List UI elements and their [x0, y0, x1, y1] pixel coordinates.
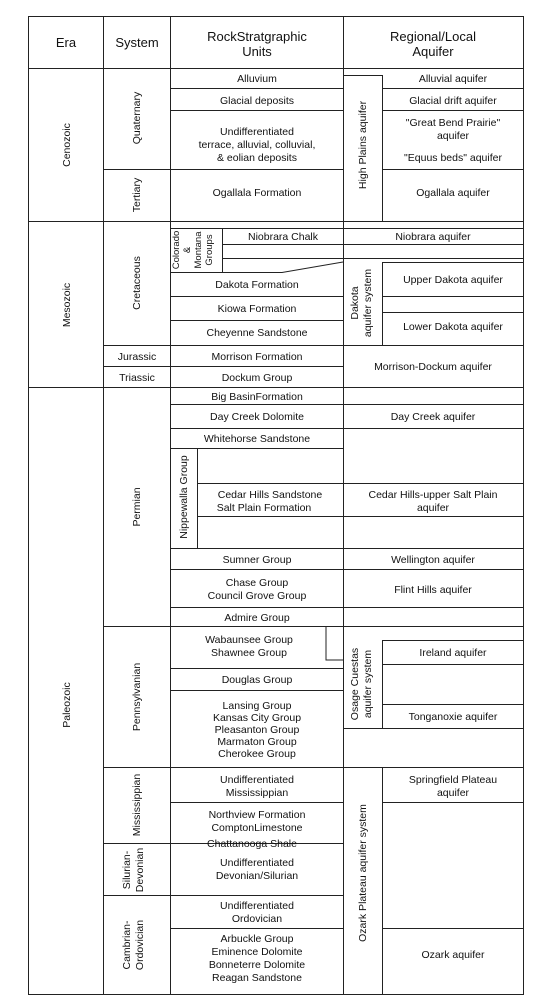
header-system: System — [115, 35, 159, 50]
aquifer-tonganoxie: Tonganoxie aquifer — [408, 711, 498, 723]
group-colorado-line2: & — [182, 246, 193, 254]
unit-ogallala: Ogallala Formation — [212, 187, 302, 199]
unit-cedar-hills-line1: Cedar Hills Sandstone — [217, 489, 323, 501]
unit-undiff-miss-line2: Mississippian — [225, 787, 289, 799]
unit-undiff-dev-line2: Devonian/Silurian — [215, 870, 299, 882]
system-cambrian-ordovician-line2: Ordovician — [134, 919, 146, 971]
aquifer-great-bend-line1: "Great Bend Prairie" — [405, 117, 501, 129]
aquifer-cedar-hills-line1: Cedar Hills-upper Salt Plain — [368, 489, 498, 501]
unit-wabaunsee-line1: Wabaunsee Group — [205, 634, 293, 646]
unit-undiff-miss-line1: Undifferentiated — [220, 774, 294, 786]
unit-sumner: Sumner Group — [222, 554, 292, 566]
system-permian: Permian — [131, 487, 143, 527]
header-rock-units-line1: RockStratgraphic — [207, 29, 307, 44]
system-cambrian-ordovician-line1: Cambrian- — [121, 920, 133, 970]
unit-chase-line1: Chase Group — [225, 577, 289, 589]
unit-undiff-dev-line1: Undifferentiated — [220, 857, 294, 869]
unit-douglas: Douglas Group — [221, 674, 293, 686]
unit-undiff-terrace-line3: & eolian deposits — [217, 152, 297, 164]
aquifer-cedar-hills-line2: aquifer — [416, 502, 450, 514]
unit-arbuckle-line1: Arbuckle Group — [220, 933, 294, 945]
unit-northview-line1: Northview Formation — [208, 809, 306, 821]
unit-lansing-line5: Cherokee Group — [218, 748, 296, 760]
unit-arbuckle-line4: Reagan Sandstone — [212, 972, 302, 984]
unit-arbuckle-line2: Eminence Dolomite — [211, 946, 303, 958]
group-nippewalla: Nippewalla Group — [178, 455, 190, 539]
era-mesozoic: Mesozoic — [61, 282, 73, 328]
aquifer-ozark: Ozark aquifer — [421, 949, 485, 961]
system-quaternary: Quaternary — [131, 91, 143, 145]
aquifer-system-high-plains: High Plains aquifer — [357, 100, 369, 190]
unit-cedar-hills-line2: Salt Plain Formation — [216, 502, 312, 514]
header-aquifer-line1: Regional/Local — [389, 29, 477, 44]
group-colorado-line1: Colorado — [171, 230, 182, 270]
unit-northview-line2: ComptonLimestone — [211, 822, 303, 834]
group-colorado-line4: Groups — [204, 234, 215, 266]
aquifer-day-creek: Day Creek aquifer — [390, 411, 476, 423]
unit-undiff-ord-line2: Ordovician — [231, 913, 283, 925]
system-jurassic: Jurassic — [117, 351, 157, 363]
aquifer-niobrara: Niobrara aquifer — [395, 231, 471, 243]
unit-lansing-line4: Marmaton Group — [217, 736, 297, 748]
unit-admire: Admire Group — [224, 612, 290, 624]
aquifer-system-osage-line2: aquifer system — [362, 649, 374, 719]
aquifer-system-osage-line1: Osage Cuestas — [349, 647, 361, 721]
aquifer-ireland: Ireland aquifer — [419, 647, 487, 659]
unit-arbuckle-line3: Bonneterre Dolomite — [208, 959, 306, 971]
unit-dakota: Dakota Formation — [215, 279, 299, 291]
unit-lansing-line2: Kansas City Group — [212, 712, 302, 724]
unit-wabaunsee-line2: Shawnee Group — [211, 647, 287, 659]
unit-chattanooga: Chattanooga Shale — [207, 838, 297, 850]
aquifer-ogallala: Ogallala aquifer — [416, 187, 490, 199]
header-era: Era — [55, 35, 77, 50]
header-rock-units-line2: Units — [242, 44, 272, 59]
aquifer-wellington: Wellington aquifer — [391, 554, 475, 566]
aquifer-glacial-drift: Glacial drift aquifer — [409, 95, 497, 107]
unit-morrison: Morrison Formation — [211, 351, 303, 363]
aquifer-springfield-line1: Springfield Plateau — [408, 774, 498, 786]
era-cenozoic: Cenozoic — [61, 123, 73, 167]
unit-chase-line2: Council Grove Group — [207, 590, 307, 602]
unit-glacial: Glacial deposits — [219, 95, 295, 107]
era-paleozoic: Paleozoic — [61, 682, 73, 728]
system-tertiary: Tertiary — [131, 177, 143, 213]
aquifer-upper-dakota: Upper Dakota aquifer — [403, 274, 503, 286]
unit-lansing-line3: Pleasanton Group — [214, 724, 300, 736]
unit-day-creek: Day Creek Dolomite — [210, 411, 304, 423]
header-aquifer-line2: Aquifer — [412, 44, 454, 59]
aquifer-flint-hills: Flint Hills aquifer — [394, 584, 472, 596]
aquifer-lower-dakota: Lower Dakota aquifer — [403, 321, 503, 333]
unit-dockum: Dockum Group — [221, 372, 293, 384]
system-pennsylvanian: Pennsylvanian — [131, 662, 143, 732]
unit-undiff-terrace-line2: terrace, alluvial, colluvial, — [198, 139, 316, 151]
system-cretaceous: Cretaceous — [131, 256, 143, 310]
unit-undiff-terrace-line1: Undifferentiated — [220, 126, 294, 138]
unit-cheyenne: Cheyenne Sandstone — [206, 327, 308, 339]
aquifer-equus: "Equus beds" aquifer — [404, 152, 502, 164]
system-silurian-devonian-line1: Silurian- — [121, 850, 133, 890]
aquifer-system-dakota-line2: aquifer system — [362, 268, 374, 338]
unit-alluvium: Alluvium — [237, 73, 277, 85]
group-colorado-line3: Montana — [193, 231, 204, 269]
aquifer-system-ozark: Ozark Plateau aquifer system — [357, 804, 369, 942]
unit-undiff-ord-line1: Undifferentiated — [220, 900, 294, 912]
unit-lansing-line1: Lansing Group — [222, 700, 292, 712]
aquifer-system-dakota-line1: Dakota — [349, 286, 361, 320]
unit-big-basin: Big BasinFormation — [211, 391, 303, 403]
system-silurian-devonian-line2: Devonian — [134, 847, 146, 893]
system-triassic: Triassic — [119, 372, 155, 384]
aquifer-springfield-line2: aquifer — [436, 787, 470, 799]
system-mississippian: Mississippian — [131, 773, 143, 837]
unit-niobrara: Niobrara Chalk — [247, 231, 319, 243]
aquifer-morrison-dockum: Morrison-Dockum aquifer — [374, 361, 492, 373]
unit-whitehorse: Whitehorse Sandstone — [203, 433, 311, 445]
aquifer-alluvial: Alluvial aquifer — [418, 73, 488, 85]
unit-kiowa: Kiowa Formation — [217, 303, 297, 315]
aquifer-great-bend-line2: aquifer — [436, 130, 470, 142]
